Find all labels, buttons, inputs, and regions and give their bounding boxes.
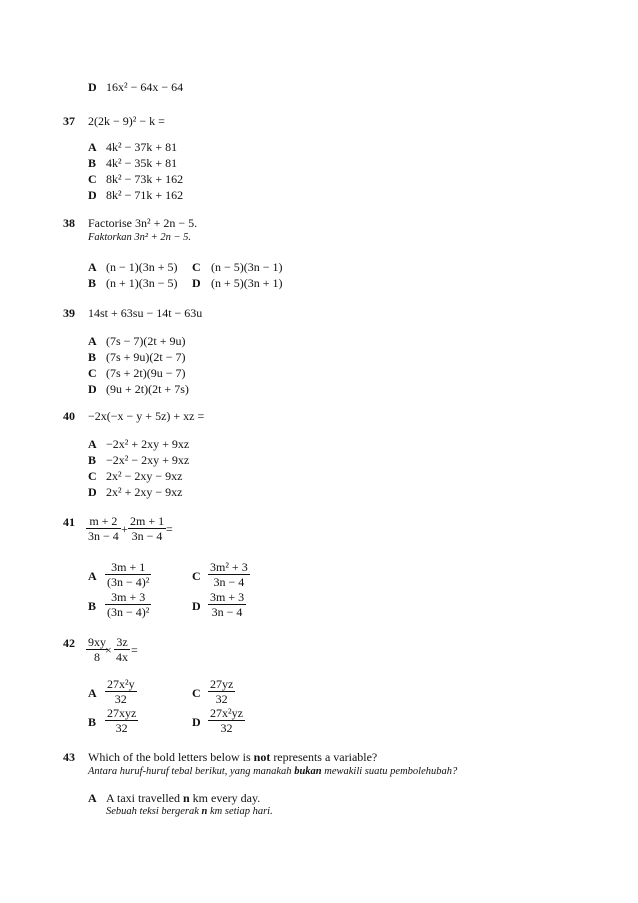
q41-number: 41 bbox=[63, 515, 75, 529]
q41-stem-operator: + bbox=[121, 522, 128, 536]
q43-stem-bold: not bbox=[253, 750, 271, 764]
q43-stem-pre: Which of the bold letters below is bbox=[88, 750, 254, 764]
q41-option-d-fraction bbox=[208, 590, 246, 619]
q37-option-c-text: 8k² − 73k + 162 bbox=[106, 172, 184, 186]
q40-option-b-text: −2x² − 2xy + 9xz bbox=[106, 453, 190, 467]
q43-stem-malay bbox=[88, 766, 457, 777]
q41-option-b-numerator: 3m + 3 bbox=[105, 590, 151, 605]
q40-option-d-text: 2x² + 2xy − 9xz bbox=[106, 485, 183, 499]
q41-option-b-label: B bbox=[88, 599, 97, 613]
q37-option-b-text: 4k² − 35k + 81 bbox=[106, 156, 178, 170]
q38-stem-malay: Faktorkan 3n² + 2n − 5. bbox=[88, 232, 192, 243]
q43-number: 43 bbox=[63, 750, 75, 764]
q40-option-c-label: C bbox=[88, 469, 97, 483]
q43-stem-malay-bold: bukan bbox=[294, 766, 322, 777]
q40-option-c-text: 2x² − 2xy − 9xz bbox=[106, 469, 183, 483]
q43-option-a-malay bbox=[106, 806, 273, 817]
q37-option-a-label: A bbox=[88, 140, 97, 154]
q43-stem-malay-pre: Antara huruf-huruf tebal berikut, yang manakah bbox=[88, 766, 295, 777]
q38-option-c-text: (n − 5)(3n − 1) bbox=[211, 260, 283, 274]
q42-option-a-label: A bbox=[88, 686, 97, 700]
q38-stem: Factorise 3n² + 2n − 5. bbox=[88, 216, 198, 230]
q43-option-a-bold: n bbox=[182, 791, 190, 805]
q42-stem-denominator-2: 4x bbox=[116, 650, 128, 664]
q42-option-d-label: D bbox=[192, 715, 201, 729]
q40-option-b-label: B bbox=[88, 453, 97, 467]
q42-option-b-fraction bbox=[105, 706, 138, 735]
q39-option-c-text: (7s + 2t)(9u − 7) bbox=[106, 366, 186, 380]
q41-option-a-fraction bbox=[105, 560, 151, 589]
q41-option-d-denominator: 3n − 4 bbox=[211, 605, 243, 619]
q42-option-c-numerator: 27yz bbox=[210, 677, 234, 691]
q39-stem: 14st + 63su − 14t − 63u bbox=[88, 306, 203, 320]
q38-option-b-text: (n + 1)(3n − 5) bbox=[106, 276, 178, 290]
q41-stem-fraction-1 bbox=[86, 514, 121, 543]
q40-number: 40 bbox=[63, 409, 75, 423]
q40-option-d-label: D bbox=[88, 485, 97, 499]
q40-stem: −2x(−x − y + 5z) + xz = bbox=[88, 409, 205, 423]
q42-option-b-numerator: 27xyz bbox=[107, 706, 137, 720]
q38-option-a-label: A bbox=[88, 260, 97, 274]
q41-stem-numerator-2: 2m + 1 bbox=[130, 514, 165, 528]
q41-stem-numerator-1: m + 2 bbox=[86, 514, 121, 529]
q39-number: 39 bbox=[63, 306, 75, 320]
q39-option-a-text: (7s − 7)(2t + 9u) bbox=[106, 334, 186, 348]
q38-option-d-text: (n + 5)(3n + 1) bbox=[211, 276, 283, 290]
q42-option-d-numerator: 27x²yz bbox=[210, 706, 243, 720]
q39-option-d-text: (9u + 2t)(2t + 7s) bbox=[106, 382, 189, 396]
q40-option-a-text: −2x² + 2xy + 9xz bbox=[106, 437, 190, 451]
q41-option-c-denominator: 3n − 4 bbox=[213, 575, 245, 589]
q39-option-d-label: D bbox=[88, 382, 97, 396]
q41-stem-equals: = bbox=[166, 522, 173, 536]
q39-option-c-label: C bbox=[88, 366, 97, 380]
q42-option-d-denominator: 32 bbox=[220, 721, 233, 735]
q43-option-a-malay-post: km setiap hari. bbox=[207, 806, 273, 817]
q42-number: 42 bbox=[63, 636, 75, 650]
q42-stem-operator: × bbox=[105, 643, 112, 657]
q37-option-b-label: B bbox=[88, 156, 97, 170]
q37-option-c-label: C bbox=[88, 172, 97, 186]
q43-option-a-malay-pre: Sebuah teksi bergerak bbox=[106, 806, 202, 817]
q37-number: 37 bbox=[63, 114, 75, 128]
q36-option-d-text: 16x² − 64x − 64 bbox=[106, 80, 184, 94]
q42-option-d-fraction bbox=[208, 706, 245, 735]
q42-stem-denominator-1: 8 bbox=[94, 650, 100, 664]
q41-stem-fraction-2 bbox=[128, 514, 166, 543]
q41-option-a-label: A bbox=[88, 569, 97, 583]
q41-option-d-label: D bbox=[192, 599, 201, 613]
q39-option-a-label: A bbox=[88, 334, 97, 348]
q43-option-a-post: km every day. bbox=[189, 791, 261, 805]
q36-option-d-label: D bbox=[88, 80, 97, 94]
q41-stem-denominator-2: 3n − 4 bbox=[131, 529, 163, 543]
q42-stem-equals: = bbox=[131, 643, 138, 657]
q38-number: 38 bbox=[63, 216, 75, 230]
q37-option-d-text: 8k² − 71k + 162 bbox=[106, 188, 184, 202]
q38-option-d-label: D bbox=[192, 276, 201, 290]
q39-option-b-text: (7s + 9u)(2t − 7) bbox=[106, 350, 186, 364]
q42-option-a-numerator: 27x²y bbox=[107, 677, 135, 691]
q38-option-b-label: B bbox=[88, 276, 97, 290]
q38-option-a-text: (n − 1)(3n + 5) bbox=[106, 260, 178, 274]
q39-option-b-label: B bbox=[88, 350, 97, 364]
q41-option-a-denominator: (3n − 4)² bbox=[107, 575, 150, 589]
q43-option-a-label: A bbox=[88, 791, 97, 805]
q42-option-a-fraction bbox=[105, 677, 137, 706]
q43-option-a-malay-bold: n bbox=[201, 806, 208, 817]
q42-option-b-label: B bbox=[88, 715, 97, 729]
q43-option-a-text bbox=[106, 791, 260, 806]
q42-stem-numerator-2: 3z bbox=[114, 635, 130, 650]
q42-option-b-denominator: 32 bbox=[115, 721, 128, 735]
q42-stem-fraction-2 bbox=[114, 635, 130, 664]
q37-option-d-label: D bbox=[88, 188, 97, 202]
q42-option-c-label: C bbox=[192, 686, 201, 700]
q41-option-d-numerator: 3m + 3 bbox=[210, 590, 245, 604]
q42-option-c-fraction bbox=[208, 677, 235, 706]
q42-stem-numerator-1: 9xy bbox=[88, 635, 106, 649]
q38-option-c-label: C bbox=[192, 260, 201, 274]
q41-option-c-fraction bbox=[208, 560, 250, 589]
q41-option-a-numerator: 3m + 1 bbox=[105, 560, 151, 575]
q42-option-a-denominator: 32 bbox=[114, 692, 127, 706]
q41-option-c-label: C bbox=[192, 569, 201, 583]
q37-option-a-text: 4k² − 37k + 81 bbox=[106, 140, 178, 154]
q41-stem-denominator-1: 3n − 4 bbox=[88, 529, 119, 543]
q41-option-c-numerator: 3m² + 3 bbox=[210, 560, 248, 574]
q37-stem: 2(2k − 9)² − k = bbox=[88, 114, 165, 128]
q40-option-a-label: A bbox=[88, 437, 97, 451]
q42-option-c-denominator: 32 bbox=[215, 692, 228, 706]
q41-option-b-fraction bbox=[105, 590, 151, 619]
q41-option-b-denominator: (3n − 4)² bbox=[107, 605, 150, 619]
q43-stem-post: represents a variable? bbox=[270, 750, 378, 764]
q43-stem-malay-post: mewakili suatu pembolehubah? bbox=[321, 766, 458, 777]
q43-stem bbox=[88, 750, 377, 765]
q43-option-a-pre: A taxi travelled bbox=[106, 791, 183, 805]
